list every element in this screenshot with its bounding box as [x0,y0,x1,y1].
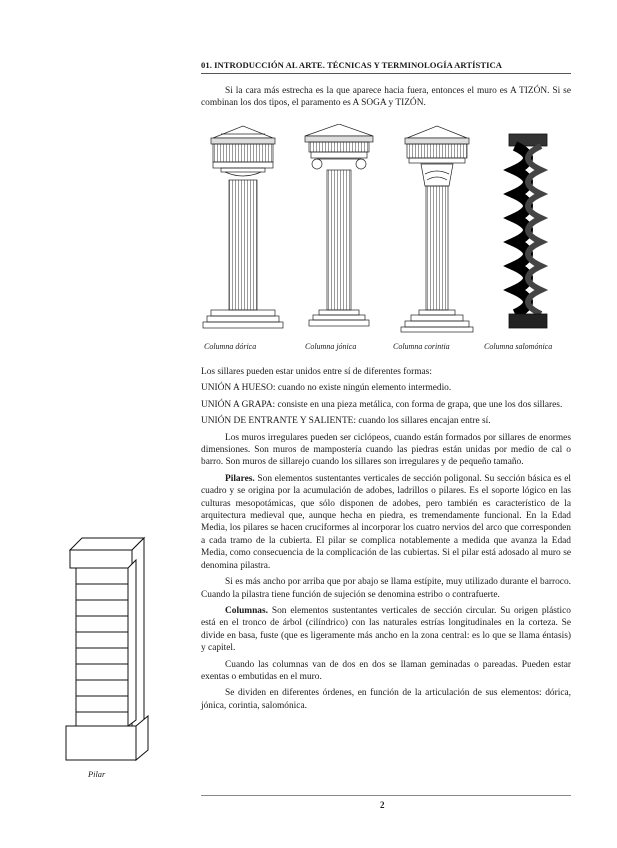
columns-figure [201,124,571,354]
sillares-paragraph: Los sillares pueden estar unidos entre sí de diferentes formas: [201,367,432,377]
caption-salomonic: Columna salomónica [484,342,553,351]
pilar-caption: Pilar [88,770,106,779]
ionic-column [305,124,373,326]
geminadas-paragraph: Cuando las columnas van de dos en dos se llaman geminadas o pareadas. Pueden estar exentas o embutidas en el muro. [201,659,571,682]
pilar-figure [62,536,152,764]
pilares-term: Pilares. [225,473,255,484]
body-text [201,366,571,712]
caption-doric: Columna dórica [204,342,257,351]
footer-rule [201,795,571,796]
intro-text: Si la cara más estrecha es la que aparece hacia fuera, entonces el muro es A TIZÓN. Si se combinan los dos tipos, el paramento es A SOGA y TIZÓN. [201,86,571,109]
ordenes-paragraph: Se dividen en diferentes órdenes, en función de la articulación de sus elementos: dórica, jónica, corintia, salomónica. [201,688,571,711]
intro-paragraph [201,85,571,110]
header-rule [201,73,571,74]
muros-paragraph: Los muros irregulares pueden ser ciclópeos, cuando están formados por sillares de enormes dimensiones. Son muros de mampostería cuando las piedras están unidas por medio de cal o barro. Son muros de sillarejo cuando los sillares son irregulares y de pequeño tamaño. [201,432,571,468]
page-header: 01. INTRODUCCIÓN AL ARTE. TÉCNICAS Y TERMINOLOGÍA ARTÍSTICA [201,60,503,70]
columnas-paragraph [201,605,571,655]
columnas-term: Columnas. [225,605,268,616]
doric-column [203,126,283,328]
corinthian-column [401,126,473,332]
pilares-text: Son elementos sustentantes verticales de sección poligonal. Su sección básica es el cuadro y se origina por la acumulación de adobes, ladrillos o pilares. Es el soporte lógico en las culturas mesopotámicas, que sólo disponen de adobes, pero también es característico de la arquitectura medieval que, aunque hecha en piedra, es tremendamente funcional. En la Edad Media, los pilares se hacen cruciformes al incorporar los cuatro nervios del arco que corresponden a cada tramo de la cubierta. El pilar se complica notablemente a medida que avanza la Edad Media, como consecuencia de la complicación de las cubiertas. Si el pilar está adosado al muro se denomina pilastra. [201,473,571,571]
union-hueso: UNIÓN A HUESO: cuando no existe ningún elemento intermedio. [201,383,452,394]
pilares-paragraph [201,473,571,572]
page-number: 2 [380,800,385,810]
caption-ionic: Columna jónica [305,342,357,351]
estipite-paragraph: Si es más ancho por arriba que por abajo se llama estípite, muy utilizado durante el barroco. Cuando la pilastra tiene función de sujeción se denomina estribo o contrafuerte. [201,577,571,600]
salomonic-column [509,134,547,328]
caption-corinthian: Columna corintia [393,342,450,351]
union-entrante: UNIÓN DE ENTRANTE Y SALIENTE: cuando los sillares encajan entre sí. [201,416,491,427]
columnas-text: Son elementos sustentantes verticales de sección circular. Su origen plástico está en el tronco de árbol (cilíndrico) con las naturales estrías longitudinales en la corteza. Se divide en basa, fuste (que es ligeramente más ancho en la zona central: es lo que se llama éntasis) y capitel. [201,605,571,654]
union-grapa: UNIÓN A GRAPA: consiste en una pieza metálica, con forma de grapa, que une los dos sillares. [201,399,563,410]
